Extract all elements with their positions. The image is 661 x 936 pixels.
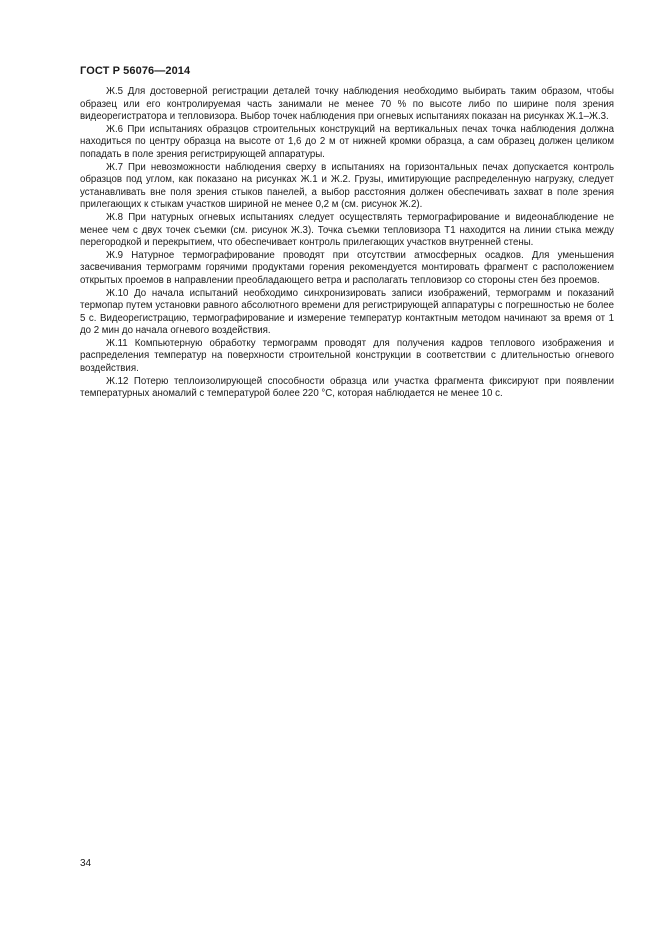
document-header-title: ГОСТ Р 56076—2014 [80,65,191,77]
paragraph-zh11: Ж.11 Компьютерную обработку термограмм проводят для получения кадров теплового изображения и распределения температур на поверхности строительной конструкции в соответствии с длительностью огневого воздействия. [80,337,614,375]
paragraph-zh8: Ж.8 При натурных огневых испытаниях следует осуществлять термографирование и видеонаблюдение не менее чем с двух точек съемки (см. рисунок Ж.3). Точка съемки тепловизора Т1 находится на линии стыка между перегородкой и перекрытием, что обеспечивает контроль прилегающих участков внутренней стены. [80,211,614,249]
paragraph-zh10: Ж.10 До начала испытаний необходимо синхронизировать записи изображений, термограмм и показаний термопар путем установки равного абсолютного времени для регистрирующей аппаратуры с погрешностью не более 5 с. Видеорегистрацию, термографирование и измерение температур контактным методом начинают за время от 1 до 2 мин до начала огневого воздействия. [80,287,614,337]
paragraph-zh5: Ж.5 Для достоверной регистрации деталей точку наблюдения необходимо выбирать таким образом, чтобы образец или его контролируемая часть занимали не менее 70 % по высоте либо по ширине поля зрения видеорегистратора и тепловизора. Выбор точек наблюдения при огневых испытаниях показан на рисунках Ж.1–Ж.3. [80,86,614,123]
document-body [80,86,614,401]
paragraph-zh6: Ж.6 При испытаниях образцов строительных конструкций на вертикальных печах точка наблюдения должна находиться по центру образца на высоте от 1,6 до 2 м от нижней кромки образца, а сам образец должен целиком попадать в поле зрения регистрирующей аппаратуры. [80,123,614,160]
paragraph-zh9: Ж.9 Натурное термографирование проводят при отсутствии атмосферных осадков. Для уменьшения засвечивания термограмм горячими продуктами горения рекомендуется монтировать фрагмент с расположением открытых проемов в направлении преобладающего ветра и располагать тепловизор со стороны стен без проемов. [80,249,614,286]
paragraph-zh12: Ж.12 Потерю теплоизолирующей способности образца или участка фрагмента фиксируют при появлении температурных аномалий с температурой более 220 °С, которая наблюдается не менее 10 с. [80,375,614,400]
paragraph-zh7: Ж.7 При невозможности наблюдения сверху в испытаниях на горизонтальных печах допускается контроль образцов под углом, как показано на рисунках Ж.1 и Ж.2. Грузы, имитирующие распределенную нагрузку, следует устанавливать вне поля зрения стыков панелей, а выбор расстояния должен обеспечивать захват в поле зрения прилегающих к стыкам участков шириной не менее 0,2 м (см. рисунок Ж.2). [80,161,614,211]
page-number: 34 [80,858,92,869]
